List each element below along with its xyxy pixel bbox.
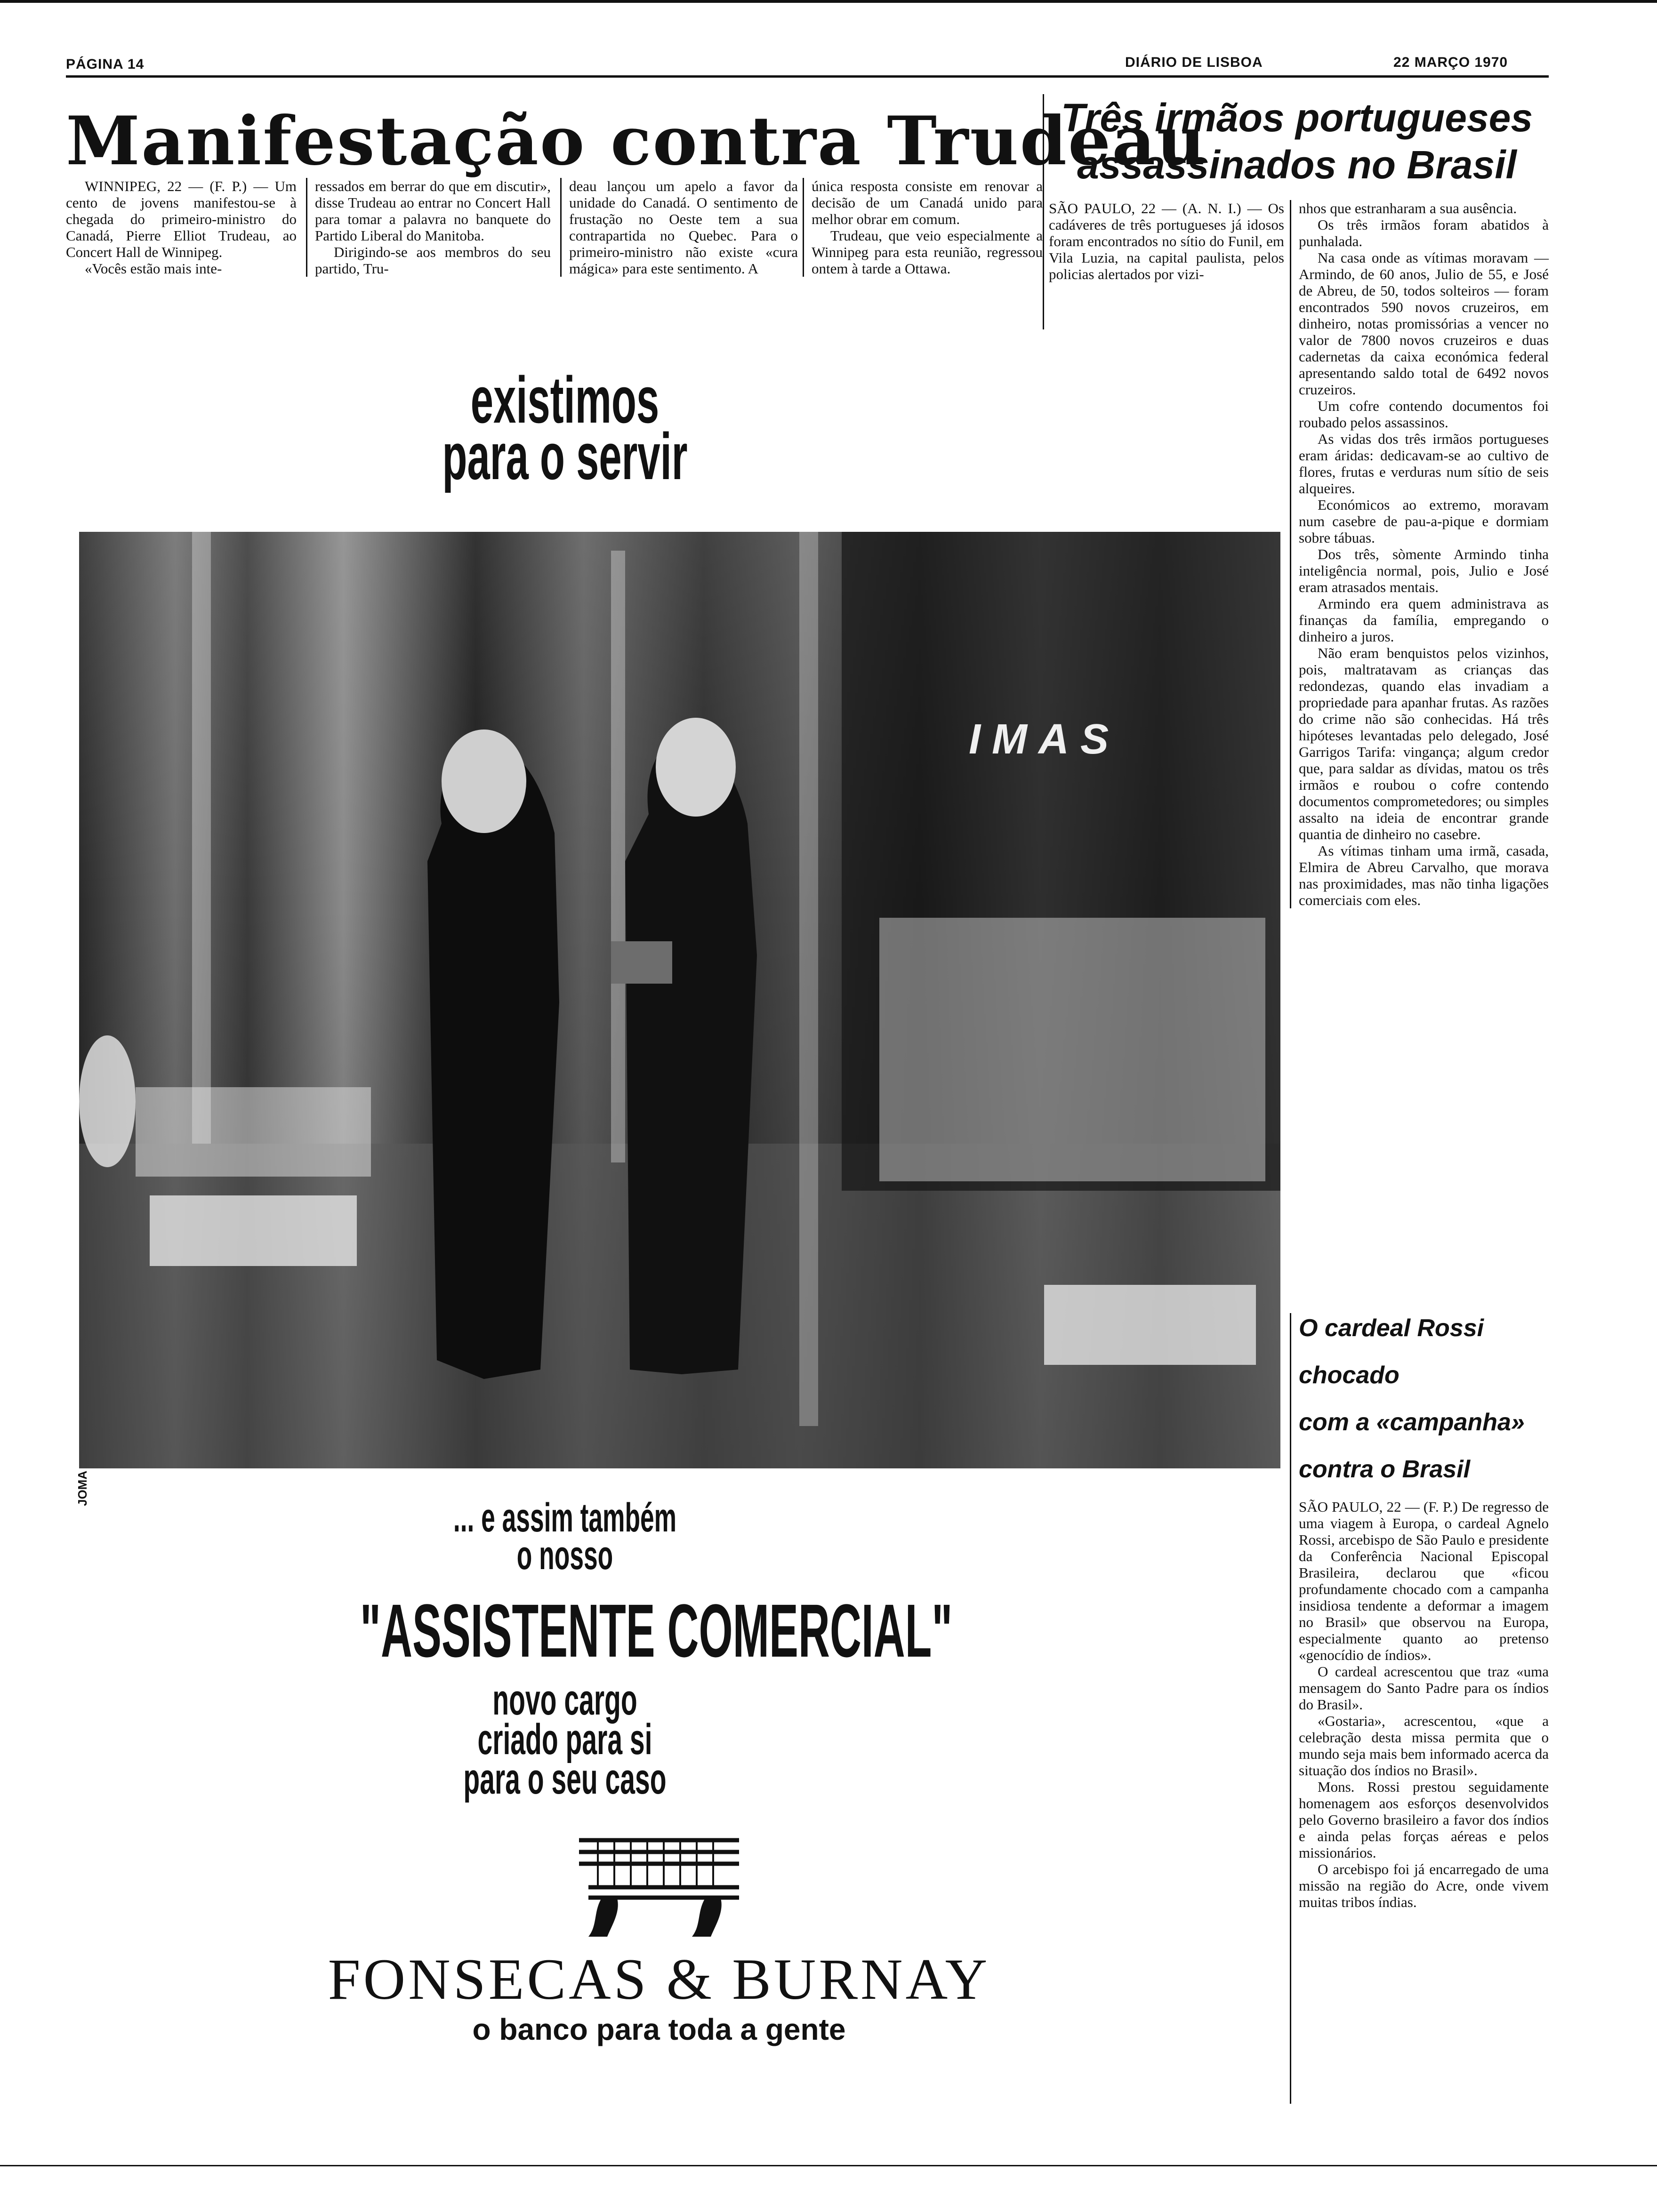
trudeau-paragraph: única resposta consiste em renovar a decisão de um Canadá unido para melhor obrar em comum. (812, 178, 1043, 227)
brasil-headline: Três irmãos portugueses assassinados no Brasil (1061, 96, 1533, 187)
brasil-paragraph: Um cofre contendo documentos foi roubado pelos assassinos. (1299, 398, 1549, 431)
brasil-column-1 (1049, 200, 1284, 282)
rossi-paragraph: «Gostaria», acrescentou, «que a celebração desta missa permita que o mundo seja mais bem informado acerca da situação dos índios no Brasil». (1299, 1713, 1549, 1779)
advert-headline-line-1: existimos (470, 363, 660, 437)
issue-date: 22 MARÇO 1970 (1393, 55, 1508, 70)
bank-slogan: o banco para toda a gente (472, 2012, 846, 2046)
bank-name: FONSECAS & BURNAY (328, 1947, 990, 2012)
advert-subtitle-line-3: para o seu caso (463, 1755, 667, 1803)
top-border (0, 0, 1657, 3)
rossi-headline-line: chocado (1299, 1362, 1400, 1389)
advert-headline (330, 363, 800, 493)
brasil-box-rule (1043, 94, 1044, 329)
advert-tagline (330, 1495, 800, 1578)
advert-subtitle-line-2: criado para si (477, 1715, 652, 1763)
rossi-paragraph: SÃO PAULO, 22 — (F. P.) De regresso de uma viagem à Europa, o cardeal Agnelo Rossi, arcebispo de São Paulo e presidente da Conferência Nacional Episcopal Brasileira, declarou que «ficou profundamente chocado com a campanha insidiosa tendente a deformar a imagem no Brasil» que observou na Europa, especialmente quanto ao pretenso «genocídio de índios». (1299, 1499, 1549, 1663)
newspaper-name: DIÁRIO DE LISBOA (1125, 55, 1263, 70)
brasil-paragraph: As vidas dos três irmãos portugueses eram áridas: dedicavam-se ao cultivo de flores, frutas e verduras num sítio de seis alqueires. (1299, 431, 1549, 497)
brasil-paragraph: SÃO PAULO, 22 — (A. N. I.) — Os cadáveres de três portugueses já idosos foram encontrados no sítio do Funil, em Vila Luzia, na capital paulista, pelos policias alertados por vizi- (1049, 200, 1284, 282)
trudeau-column-4 (803, 178, 1043, 277)
advert-agency: JOMA (75, 1470, 89, 1506)
brasil-paragraph: Os três irmãos foram abatidos à punhalada. (1299, 216, 1549, 249)
trudeau-paragraph: «Vocês estão mais inte- (85, 260, 222, 277)
advert-photo-shop-sign: IMAS (969, 716, 1120, 763)
rossi-column (1290, 1313, 1549, 2104)
trudeau-headline: Manifestação contra Trudeau (66, 102, 1207, 180)
trudeau-paragraph: ressados em berrar do que em discutir», disse Trudeau ao entrar no Concert Hall para tomar a palavra no banquete do Partido Liberal do Manitoba. (315, 178, 551, 244)
bench-icon (570, 1831, 748, 1944)
trudeau-column-2 (306, 178, 551, 277)
trudeau-paragraph: WINNIPEG, 22 — (F. P.) — Um cento de jovens manifestou-se à chegada do primeiro-ministro do Canadá, Pierre Elliot Trudeau, ao Concert Hall de Winnipeg. (66, 178, 297, 260)
brasil-paragraph: Dos três, sòmente Armindo tinha inteligência normal, pois, Julio e José eram atrasados mentais. (1299, 546, 1549, 595)
page-number: PÁGINA 14 (66, 56, 145, 72)
advert-subtitle-line-1: novo cargo (492, 1676, 637, 1724)
bottom-border (0, 2165, 1657, 2166)
brasil-paragraph: Armindo era quem administrava as finanças da família, empregando o dinheiro a juros. (1299, 595, 1549, 645)
rossi-headline-line: com a «campanha» (1299, 1409, 1525, 1436)
rossi-paragraph: O cardeal acrescentou que traz «uma mensagem do Santo Padre para os índios do Brasil». (1299, 1663, 1549, 1713)
brasil-paragraph: nhos que estranharam a sua ausência. (1299, 200, 1517, 216)
rossi-headline-line: O cardeal Rossi (1299, 1314, 1484, 1342)
trudeau-paragraph: Trudeau, que veio especialmente a Winnipeg para esta reunião, regressou ontem à tarde a Ottawa. (812, 227, 1043, 277)
advert-photo (79, 532, 1280, 1468)
advert-photo-scene (79, 532, 1280, 1468)
trudeau-column-3 (560, 178, 798, 277)
advert-headline-line-2: para o servir (442, 419, 688, 493)
brasil-column-2 (1290, 200, 1549, 908)
advert-tagline-line-1: ... e assim também (453, 1495, 677, 1540)
brasil-paragraph: Na casa onde as vítimas moravam — Armindo, de 60 anos, Julio de 55, e José de Abreu, de 50, todos solteiros — foram encontrados 590 novos cruzeiros, em dinheiro, notas promissórias a vencer no valor de 7800 novos cruzeiros e duas cadernetas da caixa económica federal apresentando saldo total de 6492 novos cruzeiros. (1299, 249, 1549, 398)
brasil-paragraph: Não eram benquistos pelos vizinhos, pois, maltratavam as crianças das redondezas, quando elas invadiam a propriedade para apanhar frutas. As razões do crime não são conhecidas. Há três hipóteses levantadas pelo delegado, José Garrigos Tarifa: vingança; algum credor que, para saldar as dívidas, matou os três irmãos e roubou o cofre contendo documentos comprometedores; ou simples assalto na ideia de encontrar grande quantia de dinheiro no casebre. (1299, 645, 1549, 842)
rossi-body (1299, 1499, 1549, 1910)
rossi-paragraph: O arcebispo foi já encarregado de uma missão na região do Acre, onde vivem muitas tribos índias. (1299, 1861, 1549, 1910)
brasil-paragraph: As vítimas tinham uma irmã, casada, Elmira de Abreu Carvalho, que morava nas proximidades, mas não tinha ligações comerciais com eles. (1299, 842, 1549, 908)
advert-main-title: "ASSISTENTE COMERCIAL" (360, 1588, 953, 1673)
brasil-paragraph: Económicos ao extremo, moravam num casebre de pau-a-pique e dormiam sobre tábuas. (1299, 497, 1549, 546)
trudeau-paragraph: Dirigindo-se aos membros do seu partido, Tru- (315, 244, 551, 277)
trudeau-paragraph: deau lançou um apelo a favor da unidade do Canadá. O sentimento de frustação no Oeste tem a sua contrapartida no Quebec. Para o primeiro-ministro não existe «cura mágica» para este sentimento. A (569, 178, 798, 277)
header-rule (66, 75, 1549, 78)
rossi-headline-line: contra o Brasil (1299, 1456, 1471, 1483)
trudeau-column-1 (66, 178, 297, 277)
rossi-paragraph: Mons. Rossi prestou seguidamente homenagem aos esforços desenvolvidos pelo Governo brasileiro a favor dos índios e ainda pelas forças aéreas e pelos missionários. (1299, 1779, 1549, 1861)
advert-subtitle (330, 1676, 800, 1803)
advert-tagline-line-2: o nosso (516, 1533, 613, 1578)
